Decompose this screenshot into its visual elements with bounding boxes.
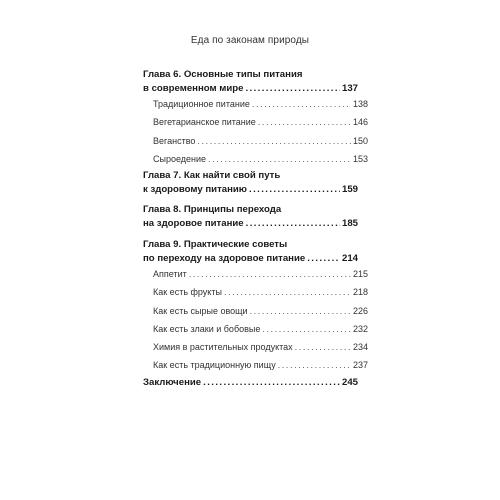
toc-chapter-8[interactable] [143,203,358,231]
toc-chapter-7[interactable] [143,169,358,197]
entry-title: Вегетарианское питание [153,117,256,127]
page-number: 215 [352,269,368,279]
page-number: 150 [352,136,368,146]
dot-leader [262,323,351,335]
conclusion-title: Заключение [143,377,202,388]
chapter-title-line2: к здоровому питанию [143,184,247,195]
chapter-title-line1: Глава 9. Практические советы [143,239,288,250]
dot-leader [278,359,351,371]
page-number: 226 [352,306,368,316]
toc-entry[interactable] [143,135,368,147]
toc-entry[interactable] [143,341,368,353]
dot-leader [307,252,340,266]
entry-title: Как есть злаки и бобовые [153,324,261,334]
dot-leader [258,116,351,128]
entry-title: Веганство [153,136,196,146]
entry-title: Сыроедение [153,154,207,164]
dot-leader [208,153,351,165]
dot-leader [245,82,340,96]
dot-leader [203,376,340,390]
running-head: Еда по законам природы [190,35,310,46]
dot-leader [252,98,351,110]
entry-title: Как есть фрукты [153,287,222,297]
toc-entry[interactable] [143,286,368,298]
dot-leader [249,183,340,197]
page-number: 232 [352,324,368,334]
page-number: 159 [341,184,358,195]
toc-entry[interactable] [143,305,368,317]
dot-leader [197,135,351,147]
page-number: 214 [341,253,358,264]
entry-title: Традиционное питание [153,99,250,109]
page-number: 146 [352,117,368,127]
toc-entry[interactable] [143,116,368,128]
entry-title: Как есть традиционную пищу [153,360,276,370]
dot-leader [224,286,351,298]
dot-leader [250,305,351,317]
chapter-title-line2: на здоровое питание [143,218,244,229]
toc-chapter-9[interactable] [143,238,358,266]
toc-entry[interactable] [143,359,368,371]
page-number: 234 [352,342,368,352]
entry-title: Химия в растительных продуктах [153,342,293,352]
toc-entry[interactable] [143,98,368,110]
chapter-title-line1: Глава 7. Как найти свой путь [143,170,281,181]
toc-entry[interactable] [143,153,368,165]
page-number: 245 [341,377,358,388]
toc-entry[interactable] [143,268,368,280]
entry-title: Как есть сырые овощи [153,306,248,316]
dot-leader [246,217,340,231]
page-number: 218 [352,287,368,297]
page-number: 237 [352,360,368,370]
toc-chapter-6[interactable] [143,68,358,96]
toc-conclusion[interactable] [143,376,358,390]
chapter-title-line1: Глава 6. Основные типы питания [143,69,303,80]
chapter-title-line2: по переходу на здоровое питание [143,253,306,264]
page-number: 153 [352,154,368,164]
dot-leader [189,268,351,280]
page-number: 137 [341,83,358,94]
chapter-title-line1: Глава 8. Принципы перехода [143,204,282,215]
page-number: 185 [341,218,358,229]
page-number: 138 [352,99,368,109]
entry-title: Аппетит [153,269,187,279]
chapter-title-line2: в современном мире [143,83,244,94]
toc-entry[interactable] [143,323,368,335]
dot-leader [295,341,351,353]
